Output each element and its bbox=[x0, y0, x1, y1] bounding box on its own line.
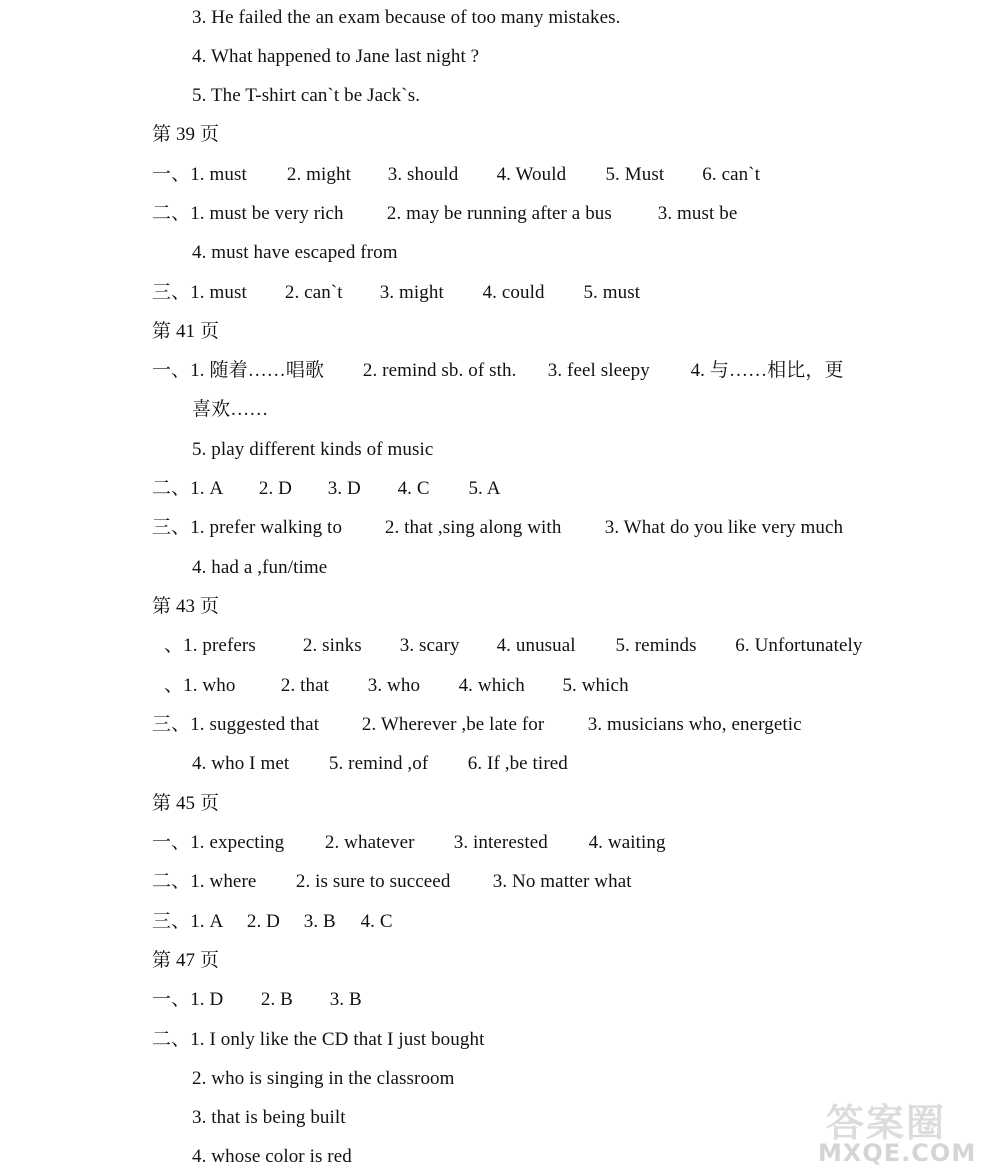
answer-text: 3. He failed the an exam because of too many mistakes. bbox=[192, 7, 621, 28]
answer-line bbox=[152, 163, 760, 187]
answer-line bbox=[192, 1067, 455, 1091]
answer-line bbox=[152, 910, 393, 934]
answer-text: 2. may be running after a bus bbox=[386, 203, 612, 224]
answer-text: 二、1. A bbox=[152, 478, 224, 499]
answer-line bbox=[192, 556, 327, 580]
answer-line bbox=[192, 1145, 352, 1169]
answer-text: 4. whose color is red bbox=[192, 1146, 352, 1167]
answer-text: 2. B bbox=[260, 989, 293, 1010]
answer-line bbox=[164, 674, 629, 698]
answer-text: 2. can`t bbox=[284, 282, 343, 303]
answer-text: 一、1. expecting bbox=[152, 832, 285, 853]
page-heading-text: 第 39 页 bbox=[152, 124, 220, 145]
answer-line bbox=[192, 438, 433, 462]
answer-line bbox=[192, 45, 479, 69]
answer-text: 3. musicians who, energetic bbox=[587, 714, 802, 735]
answer-line bbox=[192, 241, 398, 265]
answer-text: 一、1. D bbox=[152, 989, 224, 1010]
answer-line bbox=[152, 281, 640, 305]
answer-text: 5. The T-shirt can`t be Jack`s. bbox=[192, 85, 421, 106]
answer-text: 5. must bbox=[583, 282, 641, 303]
answer-text: 、1. prefers bbox=[164, 635, 256, 656]
answer-text: 4. must have escaped from bbox=[192, 242, 398, 263]
answer-text: 4. What happened to Jane last night ? bbox=[192, 46, 480, 67]
answer-text: 3. should bbox=[387, 164, 459, 185]
answer-text: 2. D bbox=[258, 478, 292, 499]
answer-text: 2. sinks bbox=[302, 635, 362, 656]
answer-text: 4. Would bbox=[496, 164, 567, 185]
answer-line bbox=[152, 359, 844, 383]
answer-text: 6. can`t bbox=[702, 164, 761, 185]
answer-text: 4. had a ,fun/time bbox=[192, 557, 328, 578]
answer-text: 3. feel sleepy bbox=[547, 360, 650, 381]
answer-text: 、1. who bbox=[164, 675, 236, 696]
answer-text: 3. B bbox=[329, 989, 362, 1010]
answer-text: 4. waiting bbox=[588, 832, 666, 853]
answer-line bbox=[152, 870, 632, 894]
answer-text: 三、1. A bbox=[152, 911, 224, 932]
page-heading bbox=[152, 792, 219, 816]
watermark-top-text: 答案圈 bbox=[826, 1101, 947, 1145]
answer-line bbox=[152, 477, 501, 501]
answer-text: 2. whatever bbox=[324, 832, 415, 853]
answer-text: 二、1. I only like the CD that I just bought bbox=[152, 1029, 485, 1050]
answer-text: 3. might bbox=[379, 282, 444, 303]
answer-text: 二、1. must be very rich bbox=[152, 203, 344, 224]
answer-text: 5. Must bbox=[605, 164, 665, 185]
page-heading bbox=[152, 320, 219, 344]
page-heading-text: 第 45 页 bbox=[152, 793, 220, 814]
page-heading bbox=[152, 595, 219, 619]
answer-text: 2. that ,sing along with bbox=[384, 517, 562, 538]
answer-text: 2. remind sb. of sth. bbox=[362, 360, 517, 381]
answer-text: 4. which bbox=[458, 675, 525, 696]
answer-text: 二、1. where bbox=[152, 871, 257, 892]
answer-text: 4. could bbox=[482, 282, 545, 303]
answer-text: 4. 与……相比，更 bbox=[690, 360, 844, 381]
answer-line bbox=[152, 713, 802, 737]
answer-text: 一、1. 随着……唱歌 bbox=[152, 360, 325, 381]
answer-text: 三、1. suggested that bbox=[152, 714, 320, 735]
answer-text: 5. play different kinds of music bbox=[192, 439, 434, 460]
answer-text: 3. who bbox=[367, 675, 421, 696]
answer-line bbox=[192, 398, 268, 422]
answer-line bbox=[152, 1028, 484, 1052]
page-heading-text: 第 47 页 bbox=[152, 950, 220, 971]
answer-text: 2. might bbox=[286, 164, 351, 185]
answer-text: 3. B bbox=[303, 911, 336, 932]
answer-line bbox=[152, 831, 666, 855]
answer-text: 3. interested bbox=[453, 832, 548, 853]
answer-text: 3. must be bbox=[657, 203, 738, 224]
answer-text: 5. reminds bbox=[615, 635, 697, 656]
answer-text: 2. that bbox=[280, 675, 330, 696]
page-heading bbox=[152, 123, 219, 147]
answer-text: 4. C bbox=[397, 478, 430, 499]
page-heading bbox=[152, 949, 219, 973]
answer-text: 2. who is singing in the classroom bbox=[192, 1068, 455, 1089]
answer-line bbox=[192, 84, 420, 108]
answer-text: 2. D bbox=[246, 911, 280, 932]
answer-line bbox=[164, 634, 862, 658]
watermark-logo bbox=[818, 1092, 988, 1167]
watermark-bottom-text: MXQE.COM bbox=[818, 1139, 977, 1167]
answer-text: 4. who I met bbox=[192, 753, 290, 774]
page-heading-text: 第 43 页 bbox=[152, 596, 220, 617]
answer-text: 4. C bbox=[360, 911, 393, 932]
answer-text: 6. Unfortunately bbox=[735, 635, 863, 656]
answer-text: 喜欢…… bbox=[192, 399, 269, 420]
answer-text: 3. scary bbox=[399, 635, 460, 656]
answer-text: 三、1. must bbox=[152, 282, 247, 303]
answer-text: 5. remind ,of bbox=[328, 753, 429, 774]
answer-text: 5. A bbox=[468, 478, 501, 499]
answer-text: 3. What do you like very much bbox=[604, 517, 844, 538]
answer-text: 一、1. must bbox=[152, 164, 247, 185]
answer-line bbox=[152, 202, 737, 226]
answer-line bbox=[192, 1106, 346, 1130]
answer-text: 5. which bbox=[562, 675, 629, 696]
answer-text: 4. unusual bbox=[496, 635, 576, 656]
answer-text: 3. that is being built bbox=[192, 1107, 346, 1128]
answer-line bbox=[192, 6, 621, 30]
page-heading-text: 第 41 页 bbox=[152, 321, 220, 342]
answer-text: 3. D bbox=[327, 478, 361, 499]
answer-line bbox=[152, 516, 843, 540]
answer-text: 3. No matter what bbox=[492, 871, 632, 892]
answer-text: 6. If ,be tired bbox=[467, 753, 568, 774]
answer-text: 三、1. prefer walking to bbox=[152, 517, 343, 538]
answer-line bbox=[152, 988, 362, 1012]
answer-text: 2. is sure to succeed bbox=[295, 871, 451, 892]
answer-text: 2. Wherever ,be late for bbox=[361, 714, 545, 735]
answer-line bbox=[192, 752, 568, 776]
